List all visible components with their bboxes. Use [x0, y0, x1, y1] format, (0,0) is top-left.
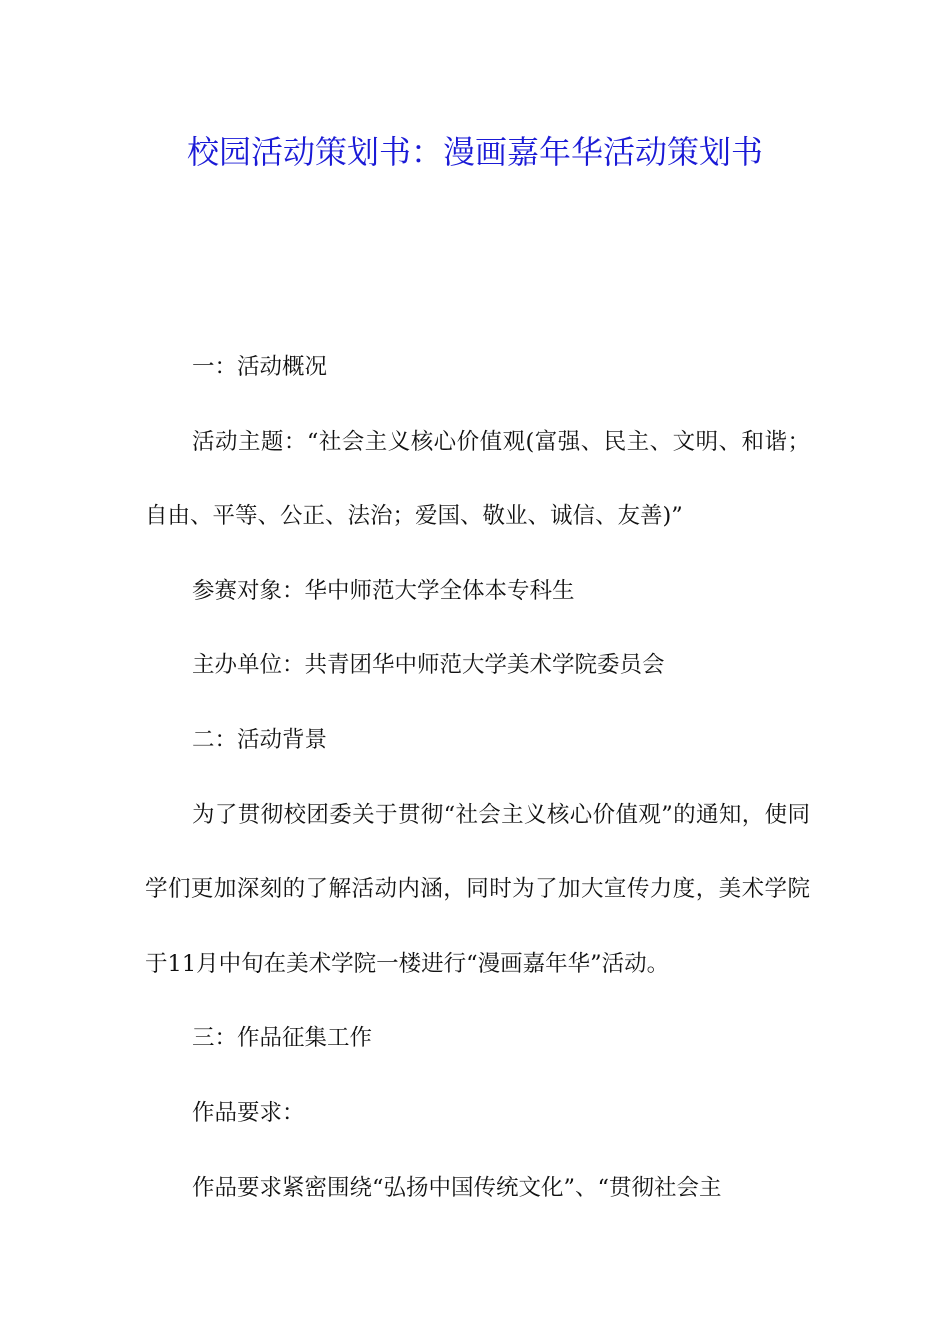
section-heading-overview: 一：活动概况	[192, 354, 328, 380]
section-heading-collection: 三：作品征集工作	[192, 1025, 373, 1052]
paragraph-organizer: 主办单位：共青团华中师范大学美术学院委员会	[192, 652, 665, 679]
paragraph-background: 为了贯彻校团委关于贯彻“社会主义核心价值观”的通知，使同学们更加深刻的了解活动内涵，同时为了加大宣传力度，美术学院于11月中旬在美术学院一楼进行“漫画嘉年华”活动。	[145, 801, 810, 977]
paragraph-requirements: 作品要求紧密围绕“弘扬中国传统文化”、“贯彻社会主	[192, 1174, 722, 1201]
paragraph-theme: 活动主题：“社会主义核心价值观(富强、民主、文明、和谐；自由、平等、公正、法治；爱国、敬业、诚信、友善)”	[145, 428, 810, 530]
document-body	[145, 330, 810, 1225]
section-heading-background: 二：活动背景	[192, 726, 328, 753]
paragraph-requirements-label: 作品要求：	[192, 1099, 305, 1126]
paragraph-participants: 参赛对象：华中师范大学全体本专科生	[192, 577, 575, 604]
document-title: 校园活动策划书：漫画嘉年华活动策划书	[186, 133, 763, 171]
